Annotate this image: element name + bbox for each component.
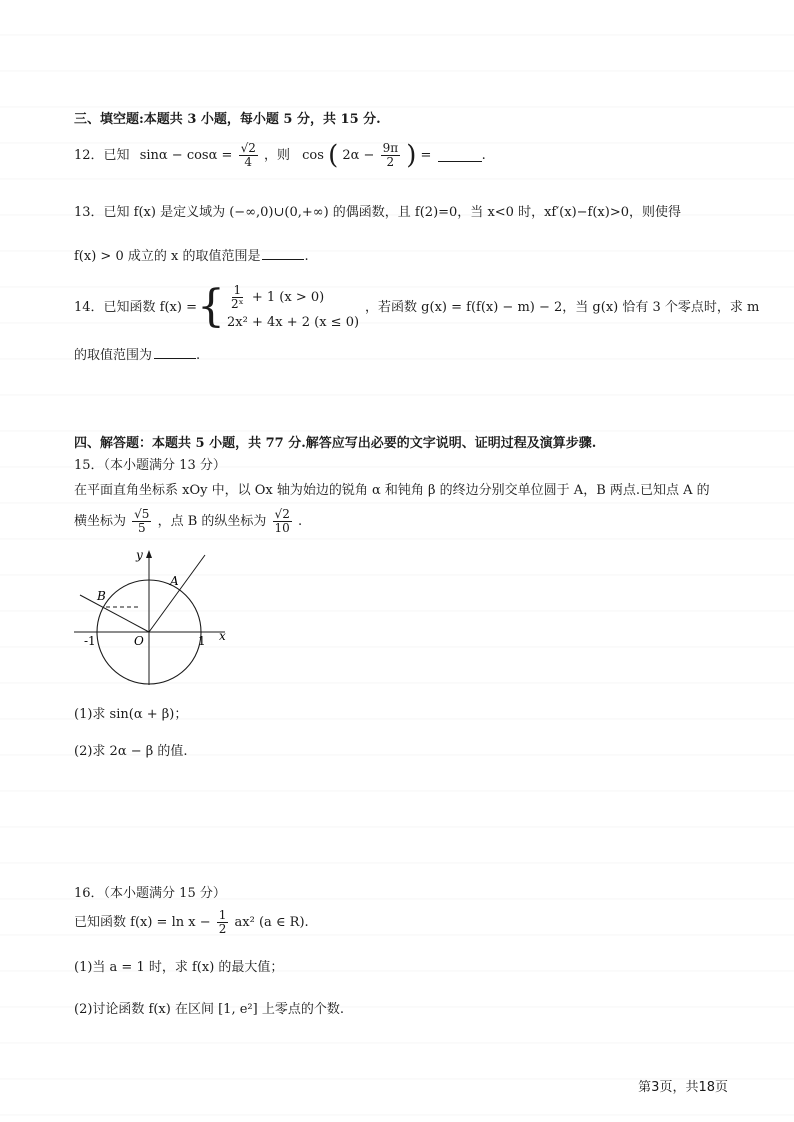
q16-part2: (2)讨论函数 f(x) 在区间 [1, e²] 上零点的个数. bbox=[74, 1002, 344, 1017]
q16-part1: (1)当 a = 1 时，求 f(x) 的最大值； bbox=[74, 960, 284, 975]
q14-line2-text: 的取值范围为 bbox=[74, 348, 153, 363]
q16-line1-a: 已知函数 f(x) = ln x − bbox=[74, 914, 211, 930]
terminal-side-beta bbox=[80, 595, 149, 632]
q15-line2-b: ，点 B 的纵坐标为 bbox=[157, 513, 267, 529]
q12-eq: = bbox=[420, 147, 432, 163]
q13-line1: 13．已知 f(x) 是定义域为 (−∞,0)∪(0,+∞) 的偶函数，且 f(2)=0，当 x<0 时，xf′(x)−f(x)>0，则使得 bbox=[74, 205, 681, 220]
q12-number: 12．已知 bbox=[74, 147, 130, 163]
q14-case1-rest: + 1 (x > 0) bbox=[251, 289, 325, 305]
q12-then: ，则 bbox=[263, 147, 290, 163]
q15-frac2-num: √2 bbox=[274, 507, 290, 521]
q14-case2: 2x² + 4x + 2 (x ≤ 0) bbox=[227, 315, 360, 331]
q12-fraction bbox=[239, 142, 258, 169]
q15-line1: 在平面直角坐标系 xOy 中，以 Ox 轴为始边的锐角 α 和钝角 β 的终边分别交单位圆于 A，B 两点.已知点 A 的 bbox=[74, 483, 710, 498]
q15-frac2 bbox=[273, 508, 292, 535]
section4-heading: 四、解答题：本题共 5 小题，共 77 分.解答应写出必要的文字说明、证明过程及演算步骤. bbox=[74, 436, 597, 451]
q14-brace: { bbox=[197, 281, 225, 333]
q16-fraction bbox=[217, 909, 229, 936]
q14-prefix: 14．已知函数 f(x) = bbox=[74, 299, 197, 315]
q14-suffix: ，若函数 g(x) = f(f(x) − m) − 2，当 g(x) 恰有 3 个零点时，求 m bbox=[365, 299, 760, 315]
section3-heading: 三、填空题:本题共 3 小题，每小题 5 分，共 15 分. bbox=[74, 112, 381, 127]
q15-frac1-num: √5 bbox=[134, 507, 150, 521]
q16-line1 bbox=[74, 909, 309, 936]
q16-title: 16．（本小题满分 15 分） bbox=[74, 886, 226, 901]
q15-frac1-den: 5 bbox=[137, 521, 146, 536]
q15-line2 bbox=[74, 508, 302, 535]
q12-expr-left: sinα − cosα = bbox=[139, 147, 233, 163]
q14-piecewise bbox=[74, 281, 760, 333]
q13-line2-end: . bbox=[304, 249, 309, 264]
q15-line2-a: 横坐标为 bbox=[74, 513, 127, 529]
q14-line2 bbox=[74, 346, 200, 364]
q14-cases bbox=[227, 284, 359, 331]
q12-cos-fraction bbox=[381, 142, 401, 169]
q14-line2-end: . bbox=[196, 348, 201, 363]
q12-cos: cos bbox=[302, 147, 324, 163]
point-b-label: B bbox=[97, 589, 106, 603]
q13-line2 bbox=[74, 247, 309, 265]
question-14 bbox=[74, 281, 760, 333]
minus-one-label: -1 bbox=[84, 634, 96, 648]
origin-label: O bbox=[134, 634, 144, 648]
q15-frac1 bbox=[132, 508, 151, 535]
point-a-label: A bbox=[170, 574, 179, 588]
q16-line1-b: ax² (a ∈ R). bbox=[234, 914, 309, 930]
q12-lparen: ( bbox=[328, 140, 339, 171]
q12-cos-frac-den: 2 bbox=[386, 155, 395, 170]
q16-frac-num: 1 bbox=[218, 908, 227, 922]
q14-case1 bbox=[227, 284, 359, 311]
terminal-side-alpha bbox=[149, 555, 205, 632]
q13-line2-text: f(x) > 0 成立的 x 的取值范围是 bbox=[74, 249, 261, 264]
q15-frac2-den: 10 bbox=[274, 521, 290, 536]
q12-rparen: ) bbox=[406, 140, 417, 171]
q14-case1-frac-den: 2ˣ bbox=[231, 297, 244, 312]
q14-case1-frac bbox=[229, 284, 246, 311]
q13-answer-blank[interactable] bbox=[262, 247, 304, 260]
q15-title: 15．（本小题满分 13 分） bbox=[74, 458, 226, 473]
question-12: 12．已知 sinα − cosα = $\frac{√2}{4}$ ，则 cos ( 2α − $\frac{9\pi}{2}$ ) = . bbox=[74, 140, 486, 171]
one-label: 1 bbox=[198, 634, 206, 648]
q14-case1-frac-num: 1 bbox=[233, 283, 242, 297]
q15-line2-end: . bbox=[297, 513, 303, 529]
page-footer: 第3页，共18页 bbox=[638, 1080, 728, 1095]
y-axis-label: y bbox=[136, 548, 143, 562]
q12-answer-blank[interactable] bbox=[438, 149, 482, 162]
q16-frac-den: 2 bbox=[218, 922, 227, 937]
q15-part2: (2)求 2α − β 的值. bbox=[74, 744, 188, 759]
y-axis-arrow bbox=[146, 550, 152, 558]
q12-cos-inner: 2α − bbox=[342, 147, 375, 163]
q12-frac-den: 4 bbox=[244, 155, 253, 170]
q14-answer-blank[interactable] bbox=[154, 346, 196, 359]
q15-part1: (1)求 sin(α + β)； bbox=[74, 707, 188, 722]
q12-cos-frac-num: 9π bbox=[382, 141, 399, 155]
x-axis-label: x bbox=[219, 629, 226, 643]
unit-circle-figure bbox=[70, 545, 240, 695]
q12-frac-num: √2 bbox=[240, 141, 256, 155]
